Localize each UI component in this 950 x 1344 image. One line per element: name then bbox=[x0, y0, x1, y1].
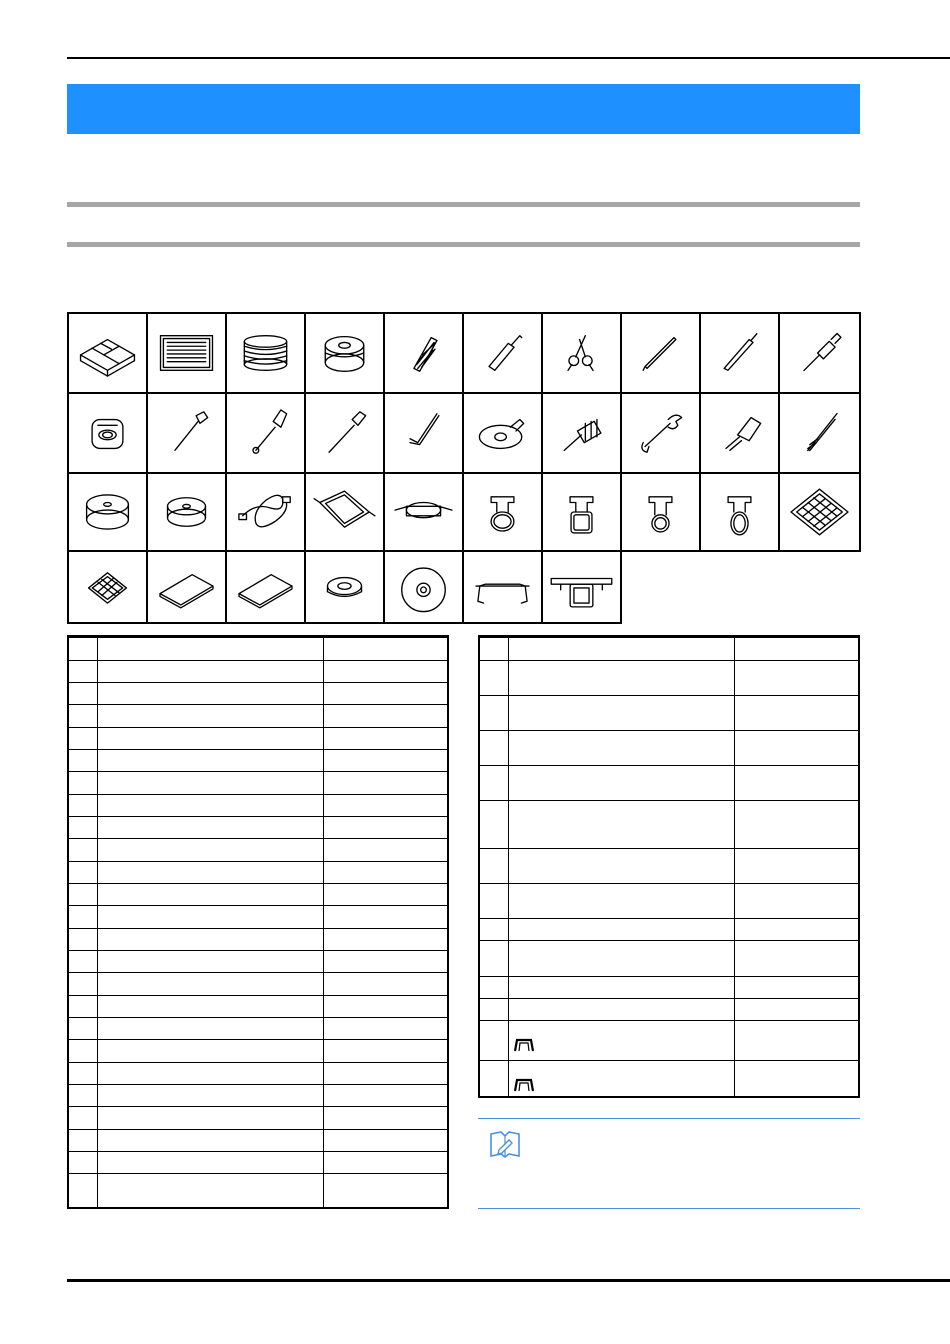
table-row bbox=[69, 771, 447, 794]
table-row bbox=[69, 660, 447, 682]
screwdriver-large-icon bbox=[225, 392, 306, 474]
wrench-icon bbox=[620, 392, 701, 474]
section-title-bar bbox=[67, 84, 860, 134]
table-row bbox=[69, 794, 447, 816]
table-row bbox=[69, 1062, 447, 1084]
table-row bbox=[69, 1039, 447, 1062]
table-row bbox=[480, 848, 858, 883]
table-row bbox=[69, 704, 447, 727]
thread-guide-icon bbox=[541, 392, 622, 474]
table-row bbox=[69, 883, 447, 905]
screwdriver-disc-icon bbox=[304, 392, 385, 474]
subsection-rule-2 bbox=[67, 242, 860, 247]
thread-cap-icon bbox=[304, 550, 385, 624]
table-row bbox=[480, 765, 858, 800]
table-row bbox=[69, 861, 447, 883]
footer-rule bbox=[67, 1279, 950, 1282]
cap-frame-icon bbox=[462, 472, 543, 552]
spool-cushion-large-icon bbox=[67, 472, 148, 552]
frame-shape-icon bbox=[513, 1038, 535, 1052]
subsection-rule-1 bbox=[67, 202, 860, 207]
frame-shape-icon bbox=[513, 1078, 535, 1092]
reference-guide-icon bbox=[225, 550, 306, 624]
frame-holder-b-icon bbox=[541, 550, 622, 624]
table-row bbox=[69, 1173, 447, 1207]
round-frame-icon bbox=[620, 472, 701, 552]
table-row bbox=[69, 749, 447, 771]
allen-key-icon bbox=[383, 392, 464, 474]
table-row bbox=[69, 838, 447, 861]
table-row bbox=[480, 1020, 858, 1060]
accessory-table-right bbox=[478, 635, 860, 1098]
spool-cushion-small-icon bbox=[146, 472, 227, 552]
table-row bbox=[480, 660, 858, 695]
table-header-row bbox=[480, 637, 858, 660]
table-row bbox=[69, 950, 447, 972]
embroidery-sheet-large-icon bbox=[778, 472, 861, 552]
table-row bbox=[480, 918, 858, 940]
table-row bbox=[69, 682, 447, 704]
table-row bbox=[69, 1106, 447, 1129]
table-row bbox=[69, 995, 447, 1017]
manual-book-icon bbox=[146, 550, 227, 624]
tweezers-icon bbox=[778, 392, 861, 474]
accessory-grid bbox=[67, 312, 861, 624]
table-header-row bbox=[69, 637, 447, 660]
table-row bbox=[480, 940, 858, 976]
note-top-rule bbox=[478, 1118, 860, 1119]
cleaning-brush-icon bbox=[620, 312, 701, 394]
bobbin-case-icon bbox=[67, 392, 148, 474]
usb-cable-icon bbox=[225, 472, 306, 552]
table-row bbox=[480, 730, 858, 765]
header-rule bbox=[67, 57, 950, 59]
table-row bbox=[69, 816, 447, 838]
table-row bbox=[480, 800, 858, 848]
table-row bbox=[480, 976, 858, 998]
cd-rom-icon bbox=[383, 550, 464, 624]
awl-icon bbox=[699, 312, 780, 394]
table-row bbox=[69, 972, 447, 995]
embroidery-sheet-small-icon bbox=[67, 550, 148, 624]
note-bottom-rule bbox=[478, 1208, 860, 1209]
table-row bbox=[69, 727, 447, 749]
seam-ripper-icon bbox=[462, 312, 543, 394]
table-row bbox=[69, 928, 447, 950]
scissors-icon bbox=[541, 312, 622, 394]
embroidery-frame-extra-large-icon bbox=[383, 472, 464, 552]
disc-screwdriver-icon bbox=[699, 392, 780, 474]
spool-cap-icon bbox=[462, 392, 543, 474]
table-row bbox=[69, 1017, 447, 1039]
needle-set-icon bbox=[146, 312, 227, 394]
accessory-case-icon bbox=[67, 312, 148, 394]
oiler-icon bbox=[778, 312, 861, 394]
table-row bbox=[69, 1151, 447, 1173]
table-row bbox=[480, 695, 858, 730]
frame-holder-icon bbox=[462, 550, 543, 624]
table-row bbox=[69, 1084, 447, 1106]
oval-frame-icon bbox=[699, 472, 780, 552]
table-row bbox=[480, 998, 858, 1020]
table-row bbox=[480, 1060, 858, 1096]
accessory-table-left bbox=[67, 635, 449, 1209]
bobbin-thread-icon bbox=[225, 312, 306, 394]
table-row bbox=[480, 883, 858, 918]
spool-net-icon bbox=[383, 312, 464, 394]
embroidery-frame-large-icon bbox=[304, 472, 385, 552]
bobbin-icon bbox=[304, 312, 385, 394]
table-row bbox=[69, 905, 447, 928]
table-row bbox=[69, 1129, 447, 1151]
memo-pencil-icon bbox=[487, 1128, 523, 1160]
screwdriver-small-icon bbox=[146, 392, 227, 474]
square-frame-icon bbox=[541, 472, 622, 552]
